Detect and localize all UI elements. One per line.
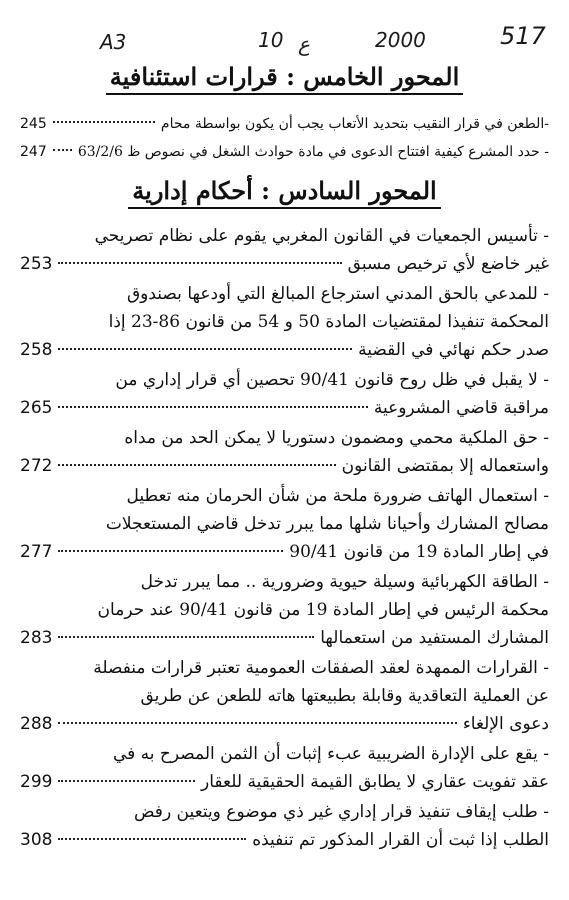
handwritten-note-mid-b: ع [298, 32, 310, 56]
handwritten-note-mid-a: 10 [258, 28, 284, 52]
leader-dots [53, 121, 155, 123]
handwritten-note-left: A3 [100, 30, 127, 54]
section-5-item [20, 112, 549, 136]
entry-line: - القرارات الممهدة لعقد الصفقات العمومية تعتبر قرارات منفصلة [93, 658, 549, 678]
page-number: 277 [20, 542, 53, 562]
entry-text: - حدد المشرع كيفية افتتاح الدعوى في مادة حوادث الشغل في نصوص ظ 63/2/6 [77, 144, 549, 160]
entry-line: - حق الملكية محمي ومضمون دستوريا لا يمكن الحد من مداه [124, 428, 549, 448]
entry-last-line: صدر حكم نهائي في القضية [358, 340, 549, 360]
entry-last-line: الطلب إذا ثبت أن القرار المذكور تم تنفيذه [252, 830, 549, 850]
entry-line: - الطاقة الكهربائية وسيلة حيوية وضرورية .. مما يبرر تدخل [140, 572, 549, 592]
handwritten-page-number: 517 [500, 22, 546, 50]
section-6-item [20, 740, 549, 796]
leader-dots [58, 262, 341, 264]
entry-line: محكمة الرئيس في إطار المادة 19 من قانون 90/41 عند حرمان [97, 600, 549, 620]
entry-line: - طلب إيقاف تنفيذ قرار إداري غير ذي موضوع ويتعين رفض [133, 802, 549, 822]
leader-dots [58, 406, 367, 408]
section-6-title: المحور السادس : أحكام إدارية [0, 176, 569, 205]
section-5-title: المحور الخامس : قرارات استئنافية [0, 62, 569, 91]
leader-dots [58, 550, 283, 552]
section-6-item [20, 482, 549, 566]
entry-line: - تأسيس الجمعيات في القانون المغربي يقوم على نظام تصريحي [94, 226, 549, 246]
page-number: 299 [20, 772, 53, 792]
handwritten-note-mid-c: 2000 [375, 28, 426, 52]
entry-line: - استعمال الهاتف ضرورة ملحة من شأن الحرمان منه تعطيل [126, 486, 549, 506]
section-6-item [20, 424, 549, 480]
entry-last-line: عقد تفويت عقاري لا يطابق القيمة الحقيقية للعقار [201, 772, 549, 792]
entry-line: المحكمة تنفيذا لمقتضيات المادة 50 و 54 من قانون 86-23 إذا [108, 312, 549, 332]
entry-last-line: مراقبة قاضي المشروعية [373, 398, 549, 418]
page-number: 253 [20, 254, 53, 274]
page-number: 288 [20, 714, 53, 734]
leader-dots [58, 464, 335, 466]
page-number: 272 [20, 456, 53, 476]
leader-dots [58, 722, 456, 724]
page-number: 283 [20, 628, 53, 648]
section-6-item [20, 568, 549, 652]
section-6-item [20, 654, 549, 738]
page-number: 247 [20, 144, 47, 160]
section-6-item [20, 366, 549, 422]
leader-dots [58, 838, 246, 840]
page-number: 258 [20, 340, 53, 360]
leader-dots [58, 780, 195, 782]
page-number: 308 [20, 830, 53, 850]
entry-last-line: غير خاضع لأي ترخيص مسبق [347, 254, 549, 274]
section-5-item [20, 140, 549, 164]
page-number: 245 [20, 116, 47, 132]
leader-dots [58, 636, 314, 638]
page-number: 265 [20, 398, 53, 418]
entry-line: عن العملية التعاقدية وقابلة بطبيعتها هاته للطعن عن طريق [140, 686, 549, 706]
entry-line: - يقع على الإدارة الضريبية عبء إثبات أن الثمن المصرح به في [112, 744, 549, 764]
leader-dots [58, 348, 352, 350]
section-6-item [20, 222, 549, 278]
entry-text: -الطعن في قرار النقيب بتحديد الأتعاب يجب أن يكون بواسطة محام [160, 116, 549, 132]
leader-dots [53, 149, 72, 151]
entry-line: - للمدعي بالحق المدني استرجاع المبالغ التي أودعها بصندوق [126, 284, 549, 304]
entry-last-line: المشارك المستفيد من استعمالها [320, 628, 549, 648]
section-6-item [20, 798, 549, 854]
entry-line: مصالح المشارك وأحيانا شلها مما يبرر تدخل قاضي المستعجلات [105, 514, 549, 534]
entry-last-line: دعوى الإلغاء [462, 714, 549, 734]
entry-last-line: في إطار المادة 19 من قانون 90/41 [289, 542, 549, 562]
section-6-item [20, 280, 549, 364]
entry-line: - لا يقبل في ظل روح قانون 90/41 تحصين أي قرار إداري من [115, 370, 549, 390]
entry-last-line: واستعماله إلا بمقتضى القانون [341, 456, 549, 476]
